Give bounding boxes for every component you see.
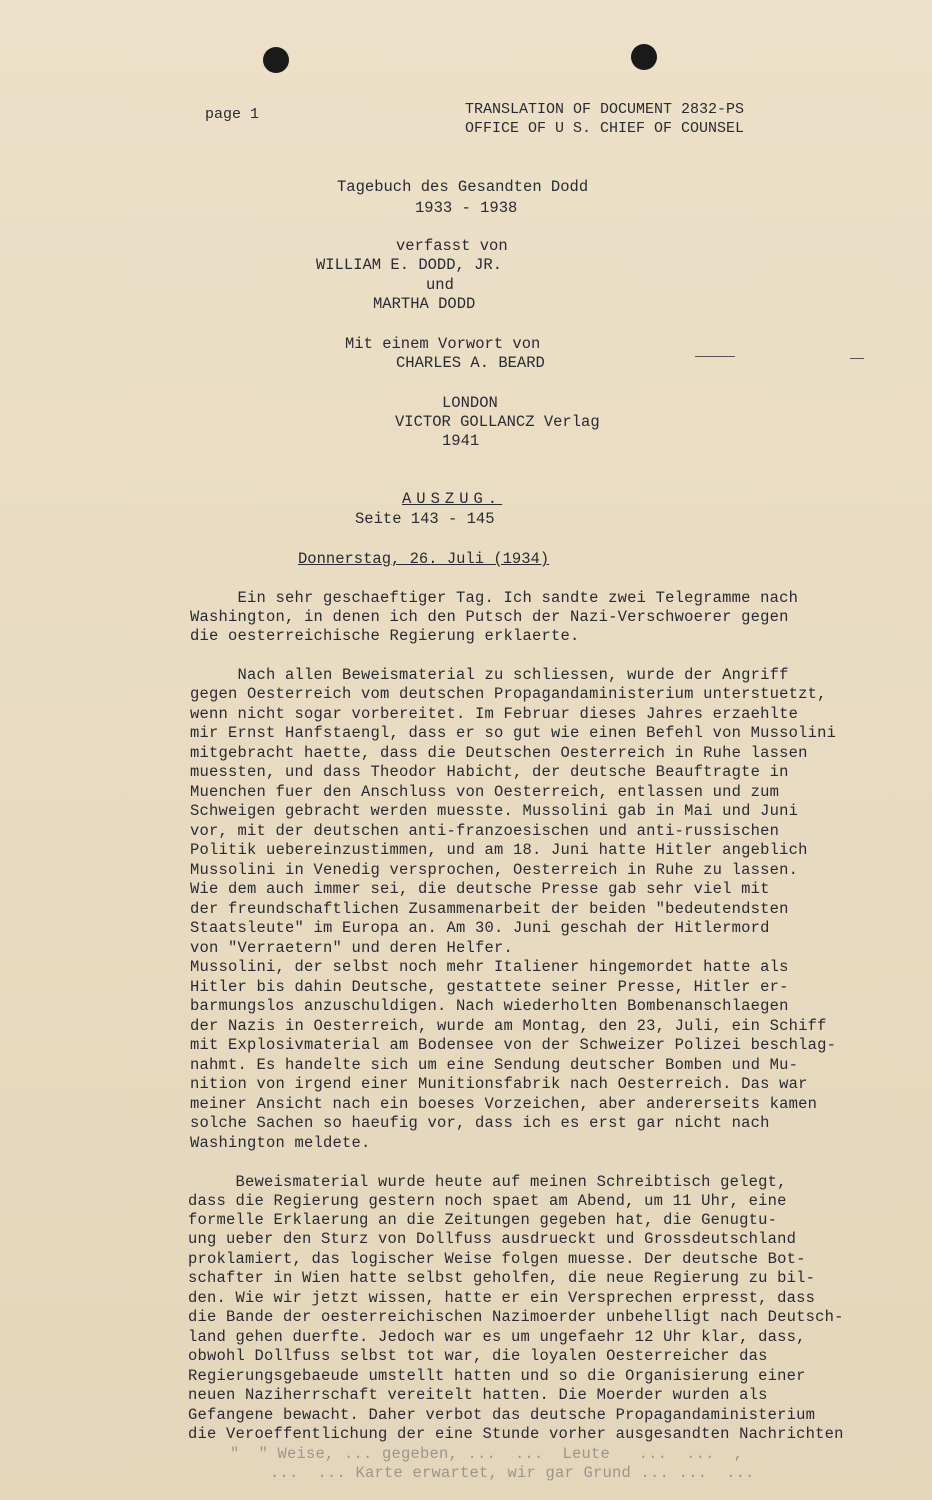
text-line: Washington, in denen ich den Putsch der Nazi-Verschwoerer gegen xyxy=(190,608,789,626)
text-line: wenn nicht sogar vorbereitet. Im Februar dieses Jahres erzaehlte xyxy=(190,705,799,723)
text-line: Schweigen gebracht werden muesste. Mussolini gab in Mai und Juni xyxy=(190,802,799,820)
translation-header: TRANSLATION OF DOCUMENT 2832-PS xyxy=(465,101,745,118)
text-line: gegen Oesterreich vom deutschen Propagandaministerium unterstuetzt, xyxy=(190,685,827,703)
text-line: schafter in Wien hatte selbst geholfen, die neue Regierung zu bil- xyxy=(188,1269,816,1287)
faded-line: ... ... Karte erwartet, wir gar Grund ... ... ... xyxy=(270,1464,755,1482)
text-line: Mussolini, der selbst noch mehr Italiener hingemordet hatte als xyxy=(190,958,789,976)
text-line: den. Wie wir jetzt wissen, hatte er ein Versprechen erpresst, dass xyxy=(188,1289,816,1307)
book-title: Tagebuch des Gesandten Dodd xyxy=(337,178,589,196)
text-line: solche Sachen so haeufig vor, dass ich es erst gar nicht nach xyxy=(190,1114,770,1132)
text-line: nition von irgend einer Munitionsfabrik nach Oesterreich. Das war xyxy=(190,1075,808,1093)
text-line: der freundschaftlichen Zusammenarbeit der beiden "bedeutendsten xyxy=(190,900,789,918)
text-line: Regierungsgebaeude umstellt hatten und so die Organisierung einer xyxy=(188,1367,806,1385)
text-line: von "Verraetern" und deren Helfer. xyxy=(190,939,514,957)
text-line: dass die Regierung gestern noch spaet am Abend, um 11 Uhr, eine xyxy=(188,1192,787,1210)
text-line: land gehen duerfte. Jedoch war es um ungefaehr 12 Uhr klar, dass, xyxy=(188,1328,806,1346)
publisher-name: VICTOR GOLLANCZ Verlag xyxy=(395,413,600,431)
text-line: Beweismaterial wurde heute auf meinen Schreibtisch gelegt, xyxy=(188,1173,787,1191)
text-line: barmungslos anzuschuldigen. Nach wiederholten Bombenanschlaegen xyxy=(190,997,789,1015)
punch-hole-left xyxy=(263,47,289,73)
page-label: page 1 xyxy=(205,106,260,123)
text-line: obwohl Dollfuss selbst tot war, die loyalen Oesterreicher das xyxy=(188,1347,768,1365)
stray-mark-dash xyxy=(695,356,735,357)
punch-hole-right xyxy=(631,44,657,70)
vorwort-author: CHARLES A. BEARD xyxy=(396,354,545,372)
excerpt-pages: Seite 143 - 145 xyxy=(355,510,495,528)
und-label: und xyxy=(426,276,454,294)
text-line: Staatsleute" im Europa an. Am 30. Juni geschah der Hitlermord xyxy=(190,919,770,937)
text-line: Gefangene bewacht. Daher verbot das deutsche Propagandaministerium xyxy=(188,1406,816,1424)
text-line: Nach allen Beweismaterial zu schliessen, wurde der Angriff xyxy=(190,666,789,684)
text-line: mit Explosivmaterial am Bodensee von der Schweizer Polizei beschlag- xyxy=(190,1036,837,1054)
text-line: der Nazis in Oesterreich, wurde am Montag, den 23, Juli, ein Schiff xyxy=(190,1017,827,1035)
vorwort-label: Mit einem Vorwort von xyxy=(345,335,541,353)
excerpt-heading: AUSZUG. xyxy=(402,490,503,508)
text-line: Wie dem auch immer sei, die deutsche Presse gab sehr viel mit xyxy=(190,880,770,898)
text-line: Mussolini in Venedig versprochen, Oesterreich in Ruhe zu lassen. xyxy=(190,861,799,879)
book-years: 1933 - 1938 xyxy=(415,199,518,217)
office-header: OFFICE OF U S. CHIEF OF COUNSEL xyxy=(465,120,745,137)
text-line: mitgebracht haette, dass die Deutschen Oesterreich in Ruhe lassen xyxy=(190,744,808,762)
stray-mark-dash-2 xyxy=(850,358,864,359)
author-1: WILLIAM E. DODD, JR. xyxy=(316,256,503,274)
text-line: die Bande der oesterreichischen Nazimoerder unbehelligt nach Deutsch- xyxy=(188,1308,844,1326)
text-line: proklamiert, das logischer Weise folgen muesse. Der deutsche Bot- xyxy=(188,1250,806,1268)
text-line: Muenchen fuer den Anschluss von Oesterreich, entlassen und zum xyxy=(190,783,780,801)
text-line: Politik uebereinzustimmen, und am 18. Juni hatte Hitler angeblich xyxy=(190,841,808,859)
text-line: neuen Naziherrschaft vereitelt hatten. Die Moerder wurden als xyxy=(188,1386,768,1404)
text-line: Washington meldete. xyxy=(190,1134,371,1152)
verfasst-label: verfasst von xyxy=(396,237,508,255)
text-line: vor, mit der deutschen anti-franzoesischen und anti-russischen xyxy=(190,822,780,840)
faded-line: " " Weise, ... gegeben, ... ... Leute ... ... , xyxy=(230,1445,744,1463)
publication-year: 1941 xyxy=(442,432,480,450)
text-line: formelle Erklaerung an die Zeitungen gegeben hat, die Genugtu- xyxy=(188,1211,778,1229)
text-line: mir Ernst Hanfstaengl, dass er so gut wie einen Befehl von Mussolini xyxy=(190,724,837,742)
author-2: MARTHA DODD xyxy=(373,295,476,313)
text-line: die oesterreichische Regierung erklaerte. xyxy=(190,627,580,645)
text-line: Hitler bis dahin Deutsche, gestattete seiner Presse, Hitler er- xyxy=(190,978,789,996)
text-line: muessten, und dass Theodor Habicht, der deutsche Beauftragte in xyxy=(190,763,789,781)
text-line: die Veroeffentlichung der eine Stunde vorher ausgesandten Nachrichten xyxy=(188,1425,844,1443)
text-line: Ein sehr geschaeftiger Tag. Ich sandte zwei Telegramme nach xyxy=(190,589,799,607)
publisher-city: LONDON xyxy=(442,394,498,412)
text-line: nahmt. Es handelte sich um eine Sendung deutscher Bomben und Mu- xyxy=(190,1056,799,1074)
entry-date: Donnerstag, 26. Juli (1934) xyxy=(298,550,550,568)
text-line: ung ueber den Sturz von Dollfuss ausdrueckt und Grossdeutschland xyxy=(188,1230,797,1248)
text-line: meiner Ansicht nach ein boeses Vorzeichen, aber andererseits kamen xyxy=(190,1095,818,1113)
